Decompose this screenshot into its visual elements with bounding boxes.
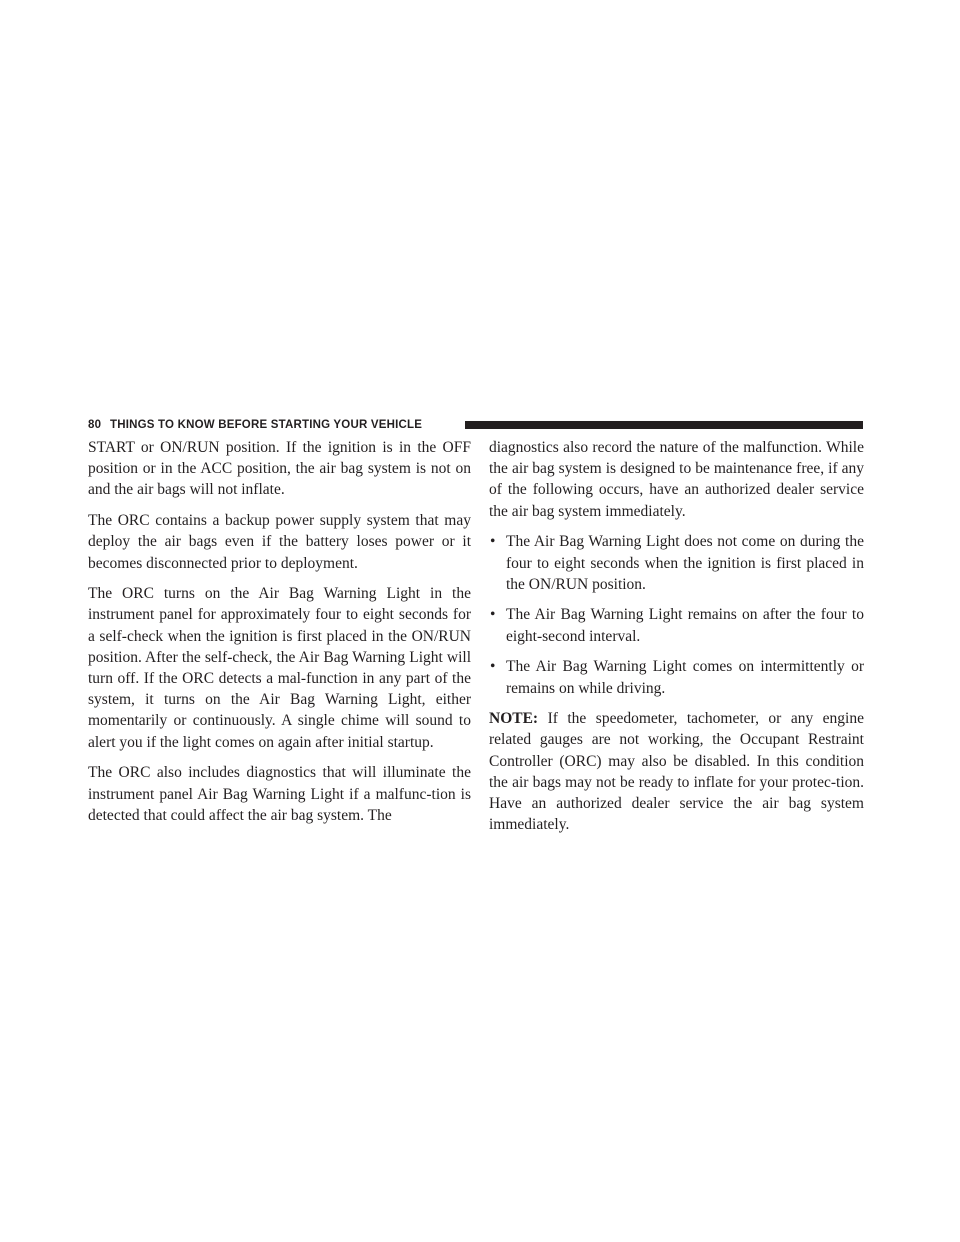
list-item [489, 604, 864, 646]
note-paragraph [489, 708, 864, 835]
bullet-icon: • [490, 606, 496, 624]
bullet-icon: • [490, 533, 496, 551]
list-item-text: The Air Bag Warning Light comes on intermittently or remains on while driving. [506, 658, 864, 697]
list-item [489, 531, 864, 595]
list-item-text: The Air Bag Warning Light remains on after the four to eight-second interval. [506, 606, 864, 645]
note-text: If the speedometer, tachometer, or any engine related gauges are not working, the Occupant Restraint Controller (ORC) may also be disabled. In this condition the air bags may not be ready to inflate for your protec-tion. Have an authorized dealer service the air bag system immediately. [489, 710, 864, 834]
bullet-icon: • [490, 658, 496, 676]
list-item-text: The Air Bag Warning Light does not come on during the four to eight seconds when the ignition is first placed in the ON/RUN position. [506, 533, 864, 593]
paragraph: diagnostics also record the nature of the malfunction. While the air bag system is designed to be maintenance free, if any of the following occurs, have an authorized dealer service the air bag system immediately. [489, 439, 864, 520]
paragraph: The ORC turns on the Air Bag Warning Light in the instrument panel for approximately four to eight seconds for a self-check when the ignition is first placed in the ON/RUN position. After the self-check, the Air Bag Warning Light will turn off. If the ORC detects a mal-function in any part of the system, it turns on the Air Bag Warning Light, either momentarily or continuously. A single chime will sound to alert you if the light comes on again after initial startup. [88, 585, 471, 751]
paragraph: START or ON/RUN position. If the ignition is in the OFF position or in the ACC position, the air bag system is not on and the air bags will not inflate. [88, 439, 471, 499]
paragraph: The ORC contains a backup power supply system that may deploy the air bags even if the battery loses power or it becomes disconnected prior to deployment. [88, 512, 471, 572]
section-title: THINGS TO KNOW BEFORE STARTING YOUR VEHICLE [110, 419, 423, 431]
list-item [489, 656, 864, 698]
paragraph: The ORC also includes diagnostics that will illuminate the instrument panel Air Bag Warning Light if a malfunc-tion is detected that could affect the air bag system. The [88, 764, 471, 824]
right-column [489, 437, 864, 845]
left-column [88, 437, 471, 835]
note-label: NOTE: [489, 710, 539, 728]
page-number: 80 [88, 419, 102, 431]
header-rule [465, 421, 863, 429]
bullet-list [489, 531, 864, 698]
page-header [88, 417, 863, 433]
